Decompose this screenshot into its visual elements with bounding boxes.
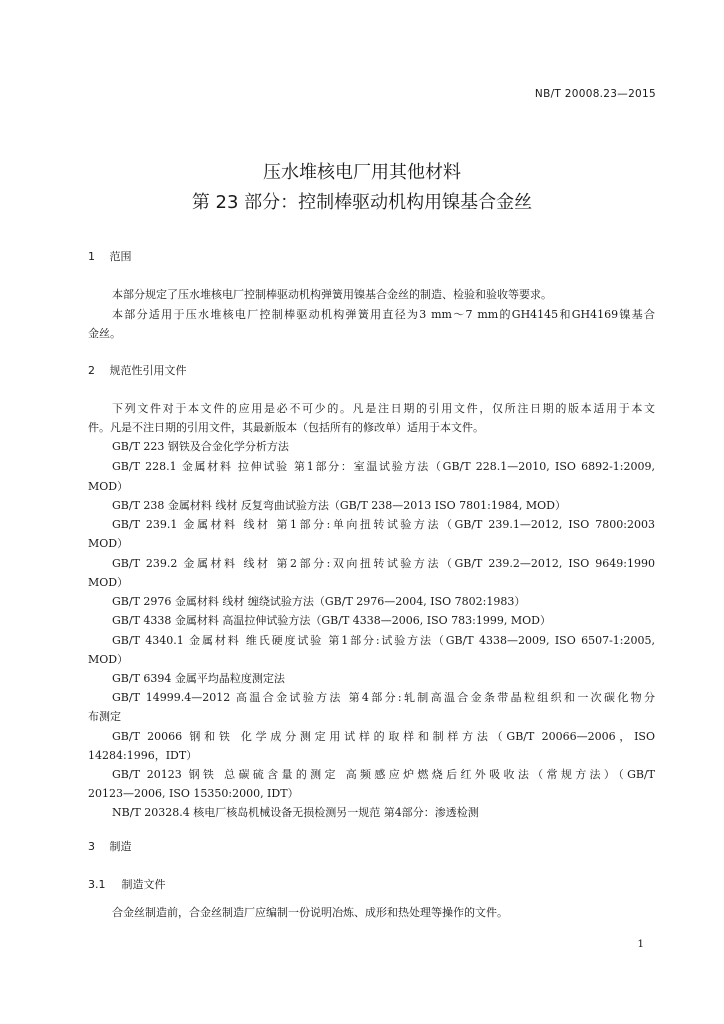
reference-gbt-239-2-line-1: GB/T 239.2 金属材料 线材 第2部分:双向扭转试验方法（GB/T 239.2—2012, ISO 9649:1990 bbox=[112, 557, 655, 570]
reference-gbt-239-2-line-2: MOD） bbox=[88, 576, 129, 589]
title-line-1: 压水堆核电厂用其他材料 bbox=[263, 162, 461, 183]
title-line-2: 第 23 部分：控制棒驱动机构用镍基合金丝 bbox=[191, 192, 533, 213]
section-2-intro-line-1: 下列文件对于本文件的应用是必不可少的。凡是注日期的引用文件，仅所注日期的版本适用于本文 bbox=[112, 402, 655, 415]
reference-gbt-228-1-line-2: MOD） bbox=[88, 480, 129, 493]
reference-gbt-20123-line-1: GB/T 20123 钢铁 总碳硫含量的测定 高频感应炉燃烧后红外吸收法（常规方法）（GB/T bbox=[112, 768, 655, 781]
reference-gbt-20066-line-1: GB/T 20066 钢和铁 化学成分测定用试样的取样和制样方法（GB/T 20066—2006，ISO bbox=[112, 730, 655, 743]
reference-gbt-228-1-line-1: GB/T 228.1 金属材料 拉伸试验 第1部分：室温试验方法（GB/T 228.1—2010, ISO 6892-1:2009, bbox=[112, 460, 655, 473]
section-title: 制造 bbox=[109, 840, 132, 853]
reference-gbt-4340-1-line-1: GB/T 4340.1 金属材料 维氏硬度试验 第1部分:试验方法（GB/T 4338—2009, ISO 6507-1:2005, bbox=[112, 634, 655, 647]
reference-gbt-4340-1-line-2: MOD） bbox=[88, 653, 129, 666]
reference-gbt-6394: GB/T 6394 金属平均晶粒度测定法 bbox=[112, 672, 285, 685]
subsection-number: 3.1 bbox=[88, 878, 106, 891]
section-title: 范围 bbox=[109, 250, 132, 263]
section-number: 2 bbox=[88, 364, 95, 377]
section-number: 1 bbox=[88, 250, 95, 263]
section-2-intro-line-2: 件。凡是不注日期的引用文件，其最新版本（包括所有的修改单）适用于本文件。 bbox=[88, 421, 484, 434]
section-1-para-2-line-2: 金丝。 bbox=[88, 327, 121, 340]
reference-gbt-223: GB/T 223 钢铁及合金化学分析方法 bbox=[112, 440, 289, 453]
section-2-heading bbox=[88, 362, 187, 378]
reference-gbt-239-1-line-2: MOD） bbox=[88, 537, 129, 550]
section-3-heading bbox=[88, 838, 132, 854]
section-1-para-2-line-1: 本部分适用于压水堆核电厂控制棒驱动机构弹簧用直径为3 mm～7 mm的GH4145和GH4169镍基合 bbox=[112, 308, 655, 321]
page-number: 1 bbox=[637, 938, 644, 950]
section-number: 3 bbox=[88, 840, 95, 853]
section-title: 规范性引用文件 bbox=[109, 364, 187, 377]
reference-gbt-14999-4-line-1: GB/T 14999.4—2012 高温合金试验方法 第4部分:轧制高温合金条带晶粒组织和一次碳化物分 bbox=[112, 691, 655, 704]
section-1-heading bbox=[88, 248, 132, 264]
section-3-1-heading bbox=[88, 876, 166, 892]
section-3-1-para: 合金丝制造前，合金丝制造厂应编制一份说明冶炼、成形和热处理等操作的文件。 bbox=[112, 906, 508, 919]
reference-gbt-238: GB/T 238 金属材料 线材 反复弯曲试验方法（GB/T 238—2013 ISO 7801:1984, MOD） bbox=[112, 499, 566, 512]
subsection-title: 制造文件 bbox=[121, 878, 166, 891]
reference-gbt-2976: GB/T 2976 金属材料 线材 缠绕试验方法（GB/T 2976—2004, ISO 7802:1983） bbox=[112, 595, 526, 608]
reference-gbt-20066-line-2: 14284:1996，IDT） bbox=[88, 749, 198, 762]
section-1-para-1: 本部分规定了压水堆核电厂控制棒驱动机构弹簧用镍基合金丝的制造、检验和验收等要求。 bbox=[112, 288, 552, 301]
reference-gbt-20123-line-2: 20123—2006, ISO 15350:2000, IDT） bbox=[88, 787, 299, 800]
reference-gbt-4338: GB/T 4338 金属材料 高温拉伸试验方法（GB/T 4338—2006, ISO 783:1999, MOD） bbox=[112, 614, 551, 627]
standard-code: NB/T 20008.23—2015 bbox=[534, 88, 656, 100]
reference-gbt-239-1-line-1: GB/T 239.1 金属材料 线材 第1部分:单向扭转试验方法（GB/T 239.1—2012, ISO 7800:2003 bbox=[112, 518, 655, 531]
reference-nbt-20328-4: NB/T 20328.4 核电厂核岛机械设备无损检测另一规范 第4部分：渗透检测 bbox=[112, 806, 479, 819]
reference-gbt-14999-4-line-2: 布测定 bbox=[88, 710, 121, 723]
